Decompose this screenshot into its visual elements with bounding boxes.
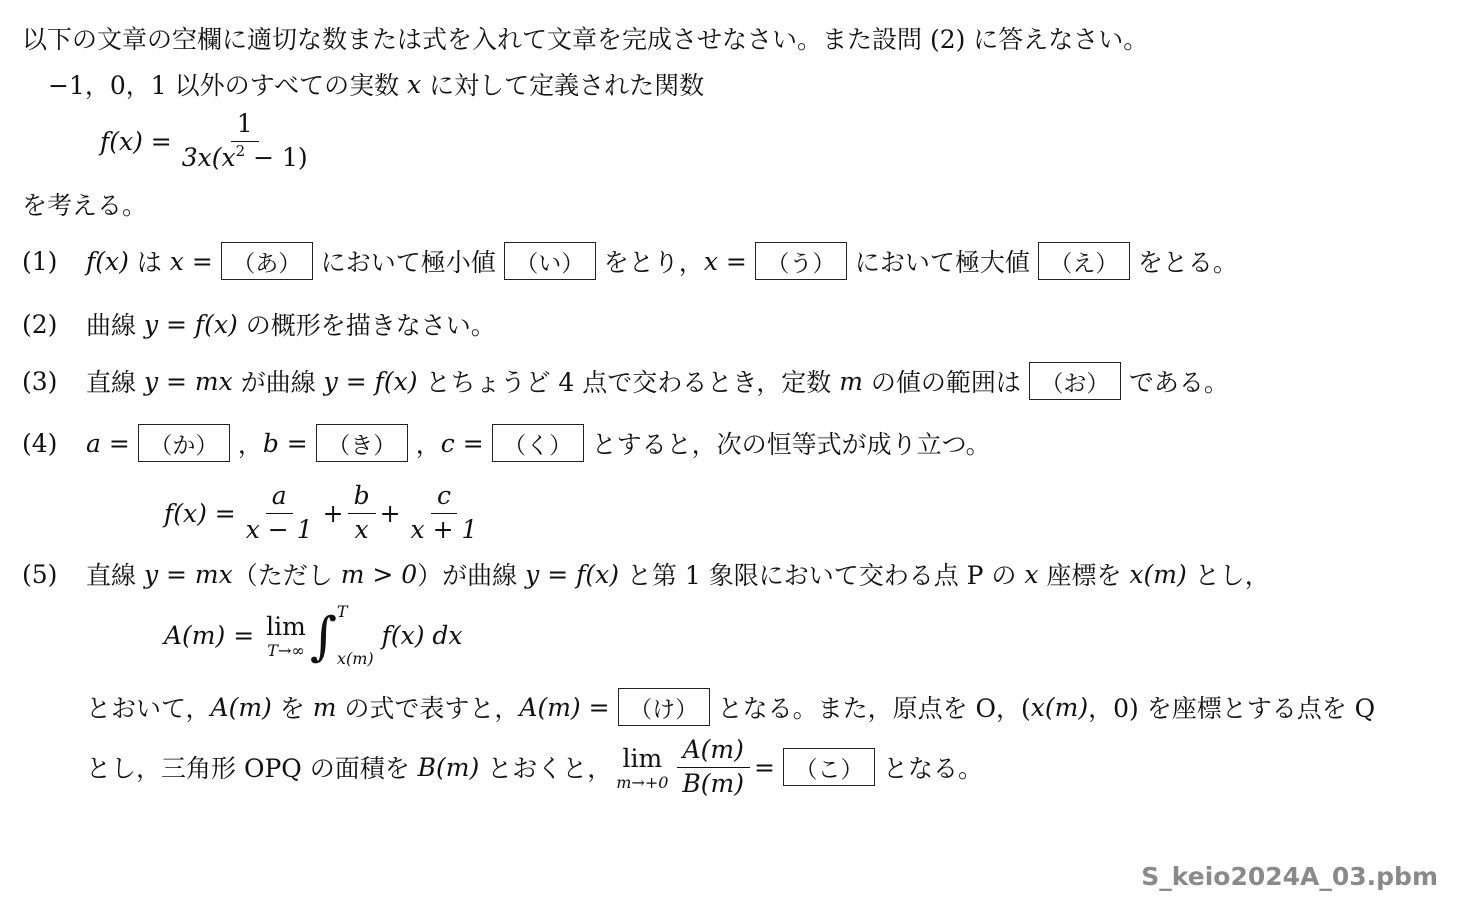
answer-box-u[interactable]: （う）: [755, 242, 847, 280]
question-3: (3) 直線 y = mx が曲線 y = f(x) とちょうど 4 点で交わるとき，定数 m の値の範囲は （お） である。: [22, 362, 1229, 400]
answer-box-ki[interactable]: （き）: [316, 424, 408, 462]
domain-text: −1，0，1 以外のすべての実数 x に対して定義された関数: [48, 69, 705, 100]
function-definition: f(x) = $\frac{1}{3x(x^2 - 1)}$: [100, 110, 318, 173]
answer-box-ka[interactable]: （か）: [138, 424, 230, 462]
integral-definition: A(m) = lim T→∞ ∫ T x(m) f(x) dx: [164, 602, 463, 668]
integral-sign: ∫: [309, 607, 337, 667]
question-4: (4) a = （か） ， b = （き） ， c = （く） とすると，次の恒等式が成り立つ。: [22, 424, 991, 462]
consider-text: を考える。: [22, 191, 148, 220]
file-label: S_keio2024A_03.pbm: [1141, 862, 1438, 891]
intro-text: 以下の文章の空欄に適切な数または式を入れて文章を完成させなさい。また設問 (2) に答えなさい。: [22, 25, 1149, 54]
answer-box-ko[interactable]: （こ）: [783, 748, 875, 786]
function-fraction: $\frac{1}{3x(x^2 - 1)}$: [181, 109, 308, 172]
answer-box-ku[interactable]: （く）: [492, 424, 584, 462]
question-1: (1) f(x) は x = （あ） において極小値 （い） をとり， x = （う） において極大値 （え） をとる。: [22, 242, 1238, 280]
answer-box-o[interactable]: （お）: [1029, 362, 1121, 400]
answer-box-ke[interactable]: （け）: [618, 688, 710, 726]
answer-box-i[interactable]: （い）: [504, 242, 596, 280]
identity-equation: f(x) = $\frac{a}{x - 1}$ + $\frac{b}{x}$ + $\frac{c}{x + 1}$: [164, 481, 478, 544]
question-5-line-2: とおいて， A(m) を m の式で表すと， A(m) = （け） となる。また，原点を O，( x(m) ，0) を座標とする点を Q: [86, 688, 1375, 726]
answer-box-e[interactable]: （え）: [1038, 242, 1130, 280]
question-2: (2) 曲線 y = f(x) の概形を描きなさい。: [22, 309, 496, 340]
question-5-line-3: とし，三角形 OPQ の面積を B(m) とおくと， lim m→+0 $\frac{A(m)}{B(m)}$ = （こ） となる。: [86, 735, 983, 798]
answer-box-a[interactable]: （あ）: [221, 242, 313, 280]
question-5: (5) 直線 y = mx （ただし m > 0 ）が曲線 y = f(x) と第 1 象限において交わる点 P の x 座標を x(m) とし，: [22, 559, 1270, 590]
